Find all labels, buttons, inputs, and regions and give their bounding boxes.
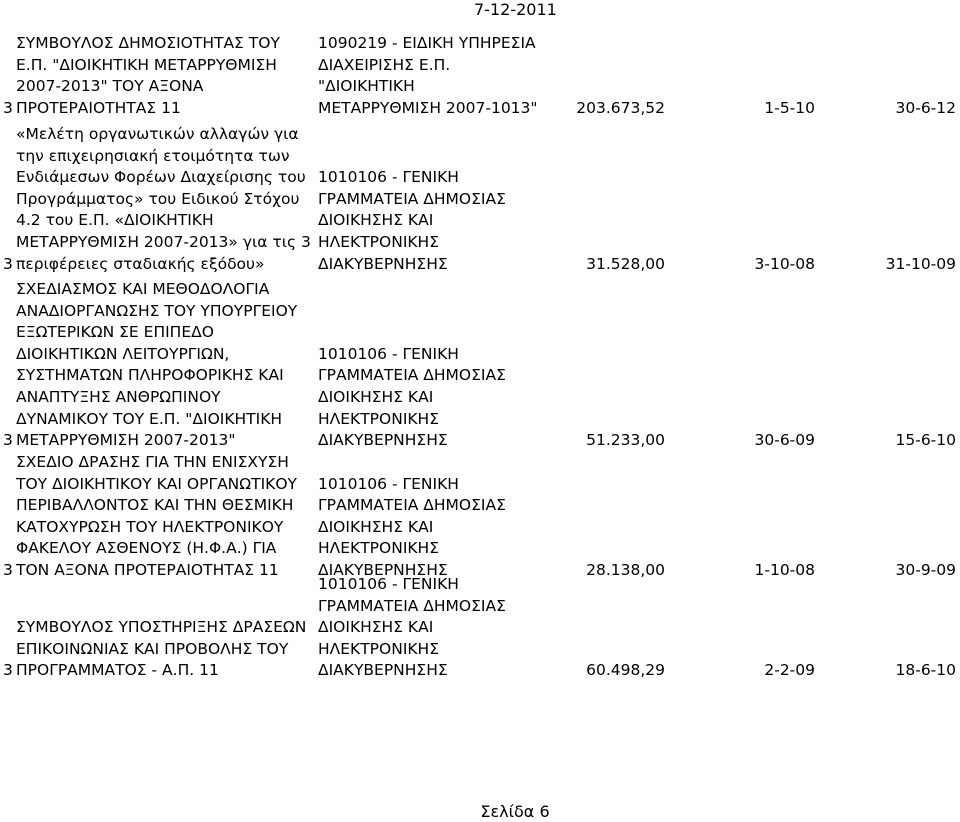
budget-amount: 28.138,00 xyxy=(586,561,665,579)
responsible-agency-line: ΔΙΑΧΕΙΡΙΣΗΣ Ε.Π. xyxy=(318,55,451,74)
responsible-agency xyxy=(318,33,568,119)
project-title-line: 4.2 του Ε.Π. «ΔΙΟΙΚΗΤΙΚΗ xyxy=(16,211,214,230)
start-date: 1-10-08 xyxy=(754,561,815,579)
responsible-agency-line: ΓΡΑΜΜΑΤΕΙΑ ΔΗΜΟΣΙΑΣ xyxy=(318,596,506,615)
project-title-line: ΕΞΩΤΕΡΙΚΩΝ ΣΕ ΕΠΙΠΕΔΟ xyxy=(16,323,214,342)
project-title-line: ΠΕΡΙΒΑΛΛΟΝΤΟΣ ΚΑΙ ΤΗΝ ΘΕΣΜΙΚΗ xyxy=(16,496,294,515)
responsible-agency-line: ΗΛΕΚΤΡΟΝΙΚΗΣ xyxy=(318,409,440,428)
row-number: 3 xyxy=(3,254,13,273)
project-title-line: ΑΝΑΠΤΥΞΗΣ ΑΝΘΡΩΠΙΝΟΥ xyxy=(16,387,221,406)
responsible-agency-line: ΓΡΑΜΜΑΤΕΙΑ ΔΗΜΟΣΙΑΣ xyxy=(318,189,506,208)
start-date: 2-2-09 xyxy=(764,661,815,680)
project-title xyxy=(16,452,316,582)
end-date: 15-6-10 xyxy=(895,431,956,450)
project-title-line: ΣΧΕΔΙΑΣΜΟΣ ΚΑΙ ΜΕΘΟΔΟΛΟΓΙΑ xyxy=(16,280,270,298)
project-title-line: ΤΟΝ ΑΞΟΝΑ ΠΡΟΤΕΡΑΙΟΤΗΤΑΣ 11 xyxy=(16,560,279,579)
budget-amount: 31.528,00 xyxy=(586,254,665,273)
end-date: 31-10-09 xyxy=(885,254,956,273)
project-title xyxy=(16,279,316,452)
responsible-agency-line: 1010106 - ΓΕΝΙΚΗ xyxy=(318,575,459,593)
project-title-line: ΤΟΥ ΔΙΟΙΚΗΤΙΚΟΥ ΚΑΙ ΟΡΓΑΝΩΤΙΚΟΥ xyxy=(16,474,297,493)
responsible-agency-line: ΓΡΑΜΜΑΤΕΙΑ ΔΗΜΟΣΙΑΣ xyxy=(318,366,506,385)
project-title-line: ΣΧΕΔΙΟ ΔΡΑΣΗΣ ΓΙΑ ΤΗΝ ΕΝΙΣΧΥΣΗ xyxy=(16,453,289,471)
project-title-line: ΔΙΟΙΚΗΤΙΚΩΝ ΛΕΙΤΟΥΡΓΙΩΝ, xyxy=(16,344,230,363)
project-title-line: ΦΑΚΕΛΟΥ ΑΣΘΕΝΟΥΣ (Η.Φ.Α.) ΓΙΑ xyxy=(16,539,277,558)
project-title xyxy=(16,33,316,119)
responsible-agency xyxy=(318,474,568,582)
responsible-agency-line: 1010106 - ΓΕΝΙΚΗ xyxy=(318,474,459,493)
responsible-agency-line: ΜΕΤΑΡΡΥΘΜΙΣΗ 2007-1013" xyxy=(318,98,538,117)
project-title-line: ΚΑΤΟΧΥΡΩΣΗ ΤΟΥ ΗΛΕΚΤΡΟΝΙΚΟΥ xyxy=(16,517,284,536)
page-number: Σελίδα 6 xyxy=(480,802,550,821)
project-title-line: ΑΝΑΔΙΟΡΓΑΝΩΣΗΣ ΤΟΥ ΥΠΟΥΡΓΕΙΟΥ xyxy=(16,301,298,320)
row-number: 3 xyxy=(3,431,13,450)
responsible-agency-line: 1010106 - ΓΕΝΙΚΗ xyxy=(318,344,459,363)
project-title-line: περιφέρειες σταδιακής εξόδου» xyxy=(16,254,265,273)
responsible-agency-line: ΔΙΟΙΚΗΣΗΣ ΚΑΙ xyxy=(318,211,434,230)
responsible-agency-line: ΔΙΑΚΥΒΕΡΝΗΣΗΣ xyxy=(318,254,448,273)
responsible-agency-line: ΔΙΟΙΚΗΣΗΣ ΚΑΙ xyxy=(318,618,434,637)
project-title-line: 2007-2013" ΤΟΥ ΑΞΟΝΑ xyxy=(16,77,204,96)
budget-amount: 60.498,29 xyxy=(586,661,665,680)
row-number: 3 xyxy=(3,561,13,579)
responsible-agency xyxy=(318,574,568,682)
end-date: 18-6-10 xyxy=(895,661,956,680)
responsible-agency-line: ΔΙΑΚΥΒΕΡΝΗΣΗΣ xyxy=(318,661,448,680)
budget-amount: 203.673,52 xyxy=(576,98,665,117)
project-title-line: ΔΥΝΑΜΙΚΟΥ ΤΟΥ Ε.Π. "ΔΙΟΙΚΗΤΙΚΗ xyxy=(16,409,283,428)
start-date: 3-10-08 xyxy=(754,254,815,273)
responsible-agency-line: "ΔΙΟΙΚΗΤΙΚΗ xyxy=(318,77,415,96)
document-date: 7-12-2011 xyxy=(474,0,557,19)
responsible-agency-line: ΗΛΕΚΤΡΟΝΙΚΗΣ xyxy=(318,539,440,558)
project-title-line: την επιχειρησιακή ετοιμότητα των xyxy=(16,146,290,165)
project-title-line: ΣΥΣΤΗΜΑΤΩΝ ΠΛΗΡΟΦΟΡΙΚΗΣ ΚΑΙ xyxy=(16,366,284,385)
start-date: 30-6-09 xyxy=(754,431,815,450)
end-date: 30-6-12 xyxy=(895,98,956,117)
project-title-line: ΜΕΤΑΡΡΥΘΜΙΣΗ 2007-2013» για τις 3 xyxy=(16,232,311,251)
row-number: 3 xyxy=(3,98,13,117)
project-title-line: ΕΠΙΚΟΙΝΩΝΙΑΣ ΚΑΙ ΠΡΟΒΟΛΗΣ ΤΟΥ xyxy=(16,639,289,658)
project-title xyxy=(16,617,316,682)
responsible-agency-line: ΓΡΑΜΜΑΤΕΙΑ ΔΗΜΟΣΙΑΣ xyxy=(318,496,506,515)
responsible-agency xyxy=(318,167,568,275)
project-title-line: Ενδιάμεσων Φορέων Διαχείρισης του xyxy=(16,168,306,187)
budget-amount: 51.233,00 xyxy=(586,431,665,450)
responsible-agency-line: ΔΙΟΙΚΗΣΗΣ ΚΑΙ xyxy=(318,387,434,406)
project-title-line: Ε.Π. "ΔΙΟΙΚΗΤΙΚΗ ΜΕΤΑΡΡΥΘΜΙΣΗ xyxy=(16,55,277,74)
project-title-line: ΣΥΜΒΟΥΛΟΣ ΥΠΟΣΤΗΡΙΞΗΣ ΔΡΑΣΕΩΝ xyxy=(16,618,307,637)
end-date: 30-9-09 xyxy=(895,561,956,579)
responsible-agency xyxy=(318,344,568,452)
responsible-agency-line: ΔΙΟΙΚΗΣΗΣ ΚΑΙ xyxy=(318,517,434,536)
project-title xyxy=(16,124,316,275)
project-title-line: Προγράμματος» του Ειδικού Στόχου xyxy=(16,189,300,208)
responsible-agency-line: ΗΛΕΚΤΡΟΝΙΚΗΣ xyxy=(318,639,440,658)
project-title-line: ΠΡΟΓΡΑΜΜΑΤΟΣ - Α.Π. 11 xyxy=(16,661,219,680)
responsible-agency-line: ΗΛΕΚΤΡΟΝΙΚΗΣ xyxy=(318,232,440,251)
project-title-line: ΣΥΜΒΟΥΛΟΣ ΔΗΜΟΣΙΟΤΗΤΑΣ ΤΟΥ xyxy=(16,34,280,52)
responsible-agency-line: ΔΙΑΚΥΒΕΡΝΗΣΗΣ xyxy=(318,560,448,579)
responsible-agency-line: 1010106 - ΓΕΝΙΚΗ xyxy=(318,168,459,187)
project-title-line: «Μελέτη οργανωτικών αλλαγών για xyxy=(16,125,299,143)
row-number: 3 xyxy=(3,661,13,680)
project-title-line: ΠΡΟΤΕΡΑΙΟΤΗΤΑΣ 11 xyxy=(16,98,181,117)
responsible-agency-line: ΔΙΑΚΥΒΕΡΝΗΣΗΣ xyxy=(318,431,448,450)
responsible-agency-line: 1090219 - ΕΙΔΙΚΗ ΥΠΗΡΕΣΙΑ xyxy=(318,34,536,52)
project-title-line: ΜΕΤΑΡΡΥΘΜΙΣΗ 2007-2013" xyxy=(16,431,236,450)
start-date: 1-5-10 xyxy=(764,98,815,117)
